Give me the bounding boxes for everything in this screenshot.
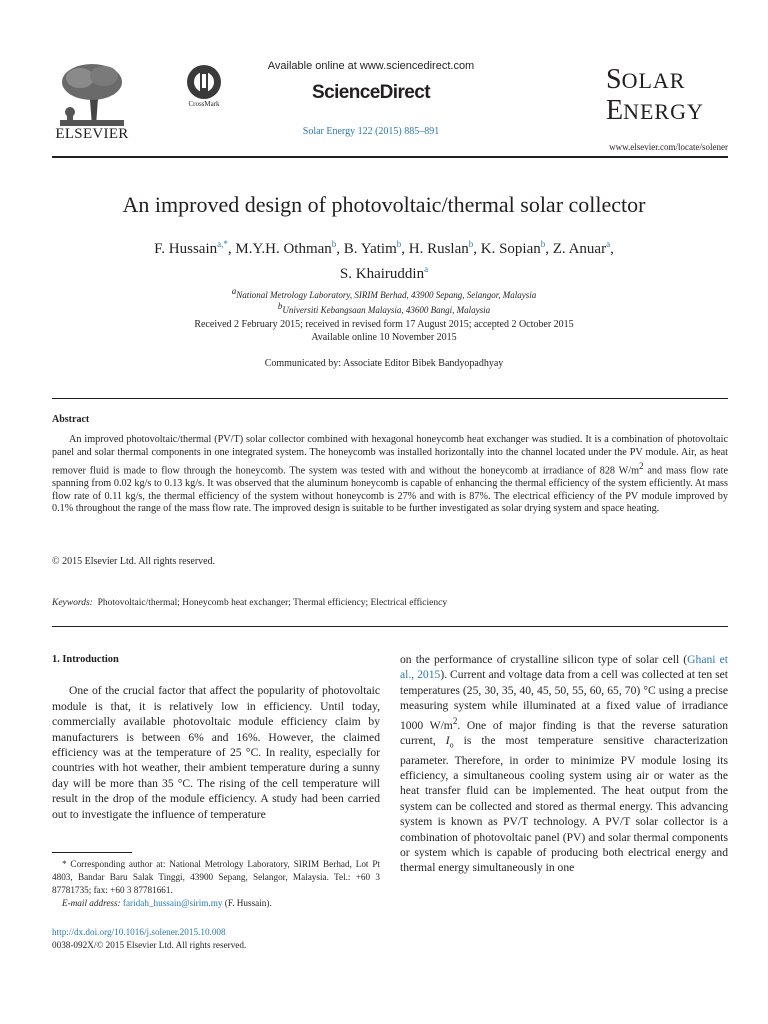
author-name: B. Yatim: [343, 241, 397, 257]
article-dates: [40, 318, 728, 344]
author-separator: ,: [473, 241, 481, 257]
author-name: F. Hussain: [154, 241, 218, 257]
doi-block: [52, 926, 246, 952]
author-name: H. Ruslan: [408, 241, 469, 257]
intro-right-var-sub: o: [449, 740, 454, 750]
affiliations: [40, 286, 728, 316]
article-title: An improved design of photovoltaic/thermal solar collector: [122, 192, 646, 217]
abstract-text-1: An improved photovoltaic/thermal (PV/T) solar collector combined with hexagonal honeycomb heat exchanger was studied. It is a combination of photovoltaic panel and solar thermal components in one integrated system. The honeycomb was installed horizontally into the channel located under the PV module. Air, as heat remover fluid is made to flow through the honeycomb. The system was tested with and without the honeycomb at irradiance of 828 W/m: [52, 434, 728, 476]
affiliation-text: Universiti Kebangsaan Malaysia, 43600 Bangi, Malaysia: [282, 305, 491, 315]
intro-right-text-2: ). Current and voltage data from a cell was collected at ten set temperatures (25, 30, 35, 40, 45, 50, 55, 60, 65, 70) °C using a precise measuring system while illuminated at a fixed value of irradiance 1000 W/m: [400, 668, 729, 732]
author-affiliation-sup[interactable]: b: [468, 239, 474, 249]
author-affiliation-sup[interactable]: a,*: [217, 239, 228, 249]
elsevier-tree-logo: [56, 60, 128, 128]
author-affiliation-sup[interactable]: b: [331, 239, 337, 249]
intro-right-sup: 2: [452, 715, 458, 726]
abstract-top-divider: [52, 398, 728, 399]
abstract-copyright: © 2015 Elsevier Ltd. All rights reserved.: [52, 556, 216, 567]
right-column: [400, 652, 728, 876]
author-affiliation-sup[interactable]: b: [540, 239, 546, 249]
author-name: K. Sopian: [480, 241, 541, 257]
introduction-heading: 1. Introduction: [52, 654, 119, 665]
doi-link[interactable]: http://dx.doi.org/10.1016/j.solener.2015.10.008: [52, 927, 226, 937]
left-column: [52, 652, 380, 822]
sciencedirect-logo[interactable]: ScienceDirect: [312, 82, 430, 103]
journal-logo: [606, 66, 724, 128]
abstract-sup: 2: [639, 460, 644, 471]
affiliation-sup: a: [231, 286, 237, 296]
journal-logo-cap-2: E: [606, 95, 624, 126]
author-separator: ,: [336, 241, 344, 257]
journal-logo-rest-2: NERGY: [623, 99, 704, 124]
citation-link[interactable]: Ghani et al., 2015: [400, 653, 728, 682]
available-online-text: Available online at www.sciencedirect.com: [267, 60, 475, 72]
affiliation-line: [40, 301, 728, 316]
email-label: E-mail address:: [62, 898, 121, 908]
abstract-body: [52, 434, 728, 516]
email-link[interactable]: faridah_hussain@sirim.my: [122, 898, 223, 908]
author-separator: ,: [545, 241, 553, 257]
intro-right-text-4: is the most temperature sensitive characterization parameter. Therefore, in order to minimize PV module losing its efficiency, a simultaneous cooling system using air or water as the heat transfer fluid can be implemented. The heat output from the system can be collected and stored as thermal energy. This advancing system is known as PV/T technology. A PV/T solar collector is a combination of photovoltaic panel (PV) and solar thermal components or system which is capable of producing both electrical energy and thermal energy simultaneously in one: [400, 733, 728, 875]
intro-right-var: I: [445, 733, 450, 747]
author-separator: ,: [610, 241, 614, 257]
footnote-text: * Corresponding author at: National Metrology Laboratory, SIRIM Berhad, Lot Pt 4803, Bandar Baru Salak Tinggi, 43900 Sepang, Selangor, Malaysia. Tel.: +60 3 87781735; fax: +60 3 87781661.: [52, 859, 380, 895]
author-name: M.Y.H. Othman: [235, 241, 332, 257]
introduction-left-text: One of the crucial factor that affect the popularity of photovoltaic module is that, it is relatively low in efficiency. Until today, commercially available photovoltaic module efficiency claim by manufacturers is between 6% and 16%. However, the claimed efficiency was at the temperature of 25 °C. In reality, especially for countries with hot weather, their ambient temperature during a sunny day will be more than 35 °C. The rising of the cell temperature will result in the drop of the module efficiency. A study had been carried out to investigate the influence of temperature: [52, 684, 380, 821]
author-name: S. Khairuddin: [339, 266, 425, 282]
header-divider: [52, 156, 728, 158]
keywords-bottom-divider: [52, 626, 728, 627]
issn-text: 0038-092X/© 2015 Elsevier Ltd. All rights reserved.: [52, 940, 247, 950]
email-owner: (F. Hussain).: [222, 898, 272, 908]
footnote-divider: [52, 852, 132, 853]
author-separator: ,: [227, 241, 236, 257]
author-affiliation-sup[interactable]: a: [424, 264, 429, 274]
author-separator: ,: [401, 241, 409, 257]
crossmark-label: CrossMark: [188, 100, 220, 108]
journal-logo-cap-1: S: [606, 64, 622, 95]
received-dates: Received 2 February 2015; received in revised form 17 August 2015; accepted 2 October 2015: [194, 319, 574, 330]
affiliation-sup: b: [277, 301, 283, 311]
author-affiliation-sup[interactable]: b: [396, 239, 402, 249]
abstract-heading: Abstract: [52, 414, 90, 425]
communicated-by: Communicated by: Associate Editor Bibek Bandyopadhyay: [264, 358, 504, 369]
corresponding-author-footnote: [52, 858, 380, 910]
journal-logo-rest-1: OLAR: [621, 68, 686, 93]
intro-right-text-1: on the performance of crystalline silicon type of solar cell (: [400, 653, 688, 666]
keywords-text: Photovoltaic/thermal; Honeycomb heat exchanger; Thermal efficiency; Electrical efficiency: [97, 598, 448, 608]
journal-homepage-url[interactable]: www.elsevier.com/locate/solener: [609, 142, 728, 152]
affiliation-line: [40, 286, 728, 301]
keywords: [52, 598, 728, 608]
author-name: Z. Anuar: [552, 241, 607, 257]
intro-right-text-3: . One of major finding is that the reverse saturation current,: [400, 718, 728, 747]
publisher-name: ELSEVIER: [55, 126, 129, 142]
journal-reference-link[interactable]: Solar Energy 122 (2015) 885–891: [302, 126, 440, 137]
abstract-text-2: and mass flow rate spanning from 0.02 kg/s to 0.13 kg/s. It was observed that the aluminum honeycomb is capable of enhancing the thermal efficiency of the system efficiently. At mass flow rate of 0.11 kg/s, the thermal efficiency of the system without honeycomb is 27% and with is 87%. The electrical efficiency of the PV module improved by 0.1% throughout the range of the mass flow rate. The improved design is suitable to be further investigated as solar drying system and space heating.: [52, 464, 728, 515]
available-online-date: Available online 10 November 2015: [311, 332, 457, 343]
author-affiliation-sup[interactable]: a: [606, 239, 611, 249]
author-list: [40, 234, 728, 284]
keywords-label: Keywords:: [52, 598, 93, 608]
affiliation-text: National Metrology Laboratory, SIRIM Berhad, 43900 Sepang, Selangor, Malaysia: [236, 290, 537, 300]
